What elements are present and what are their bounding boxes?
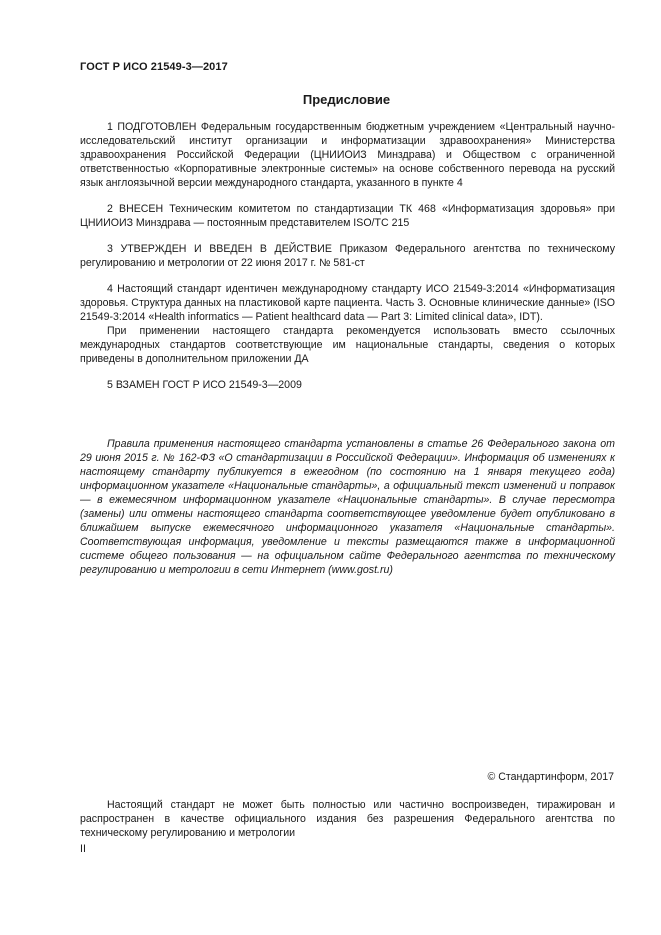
paragraph-prepared: 1 ПОДГОТОВЛЕН Федеральным государственным бюджетным учреждением «Центральный научно-исследовательский институт организации и информатизации здравоохранения» Министерства здравоохранения Российской Федерации (ЦНИИОИЗ Минздрава) и Обществом с ограниченной ответственностью «Корпоративные электронные системы» на основе собственного перевода на русский язык англоязычной версии международного стандарта, указанного в пункте 4 [80,121,615,189]
reproduction-disclaimer [80,798,615,840]
notice-text: Правила применения настоящего стандарта установлены в статье 26 Федерального закона от 29 июня 2015 г. № 162-ФЗ «О стандартизации в Российской Федерации». Информация об изменениях к настоящему стандарту публикуется в ежегодном (по состоянию на 1 января текущего года) информационном указателе «Национальные стандарты», а официальный текст изменений и поправок — в ежемесячном информационном указателе «Национальные стандарты». В случае пересмотра (замены) или отмены настоящего стандарта соответствующее уведомление будет опубликовано в ближайшем выпуске ежемесячного информационного указателя «Национальные стандарты». Соответствующая информация, уведомление и тексты размещаются также в информационной системе общего пользования — на официальном сайте Федерального агентства по техническому регулированию и метрологии в сети Интернет (www.gost.ru) [80,438,615,576]
disclaimer-text: Настоящий стандарт не может быть полностью или частично воспроизведен, тиражирован и распространен в качестве официального издания без разрешения Федерального агентства по техническому регулированию и метрологии [80,799,615,839]
page-number: II [80,843,86,855]
standard-application-notice [80,437,615,577]
paragraph-application: При применении настоящего стандарта рекомендуется использовать вместо ссылочных международных стандартов соответствующие им национальные стандарты, сведения о которых приведены в дополнительном приложении ДА [80,325,615,365]
copyright-line: © Стандартинформ, 2017 [487,771,614,783]
paragraph-submitted: 2 ВНЕСЕН Техническим комитетом по стандартизации ТК 468 «Информатизация здоровья» при ЦНИИОИЗ Минздрава — постоянным представителем ISO/TC 215 [80,203,615,229]
paragraph-identical: 4 Настоящий стандарт идентичен международному стандарту ИСО 21549-3:2014 «Информатизация здоровья. Структура данных на пластиковой карте пациента. Часть 3. Основные клинические данные» (ISO 21549-3:2014 «Health informatics — Patient healthcard data — Part 3: Limited clinical data», IDT). [80,283,615,323]
paragraph-replaces: 5 ВЗАМЕН ГОСТ Р ИСО 21549-3—2009 [107,379,302,391]
foreword-body [80,120,615,392]
section-title [0,92,661,107]
section-title-text: Предисловие [302,92,391,107]
document-code: ГОСТ Р ИСО 21549-3—2017 [80,61,228,73]
paragraph-approved: 3 УТВЕРЖДЕН И ВВЕДЕН В ДЕЙСТВИЕ Приказом Федерального агентства по техническому регулированию и метрологии от 22 июня 2017 г. № 581-ст [80,243,615,269]
